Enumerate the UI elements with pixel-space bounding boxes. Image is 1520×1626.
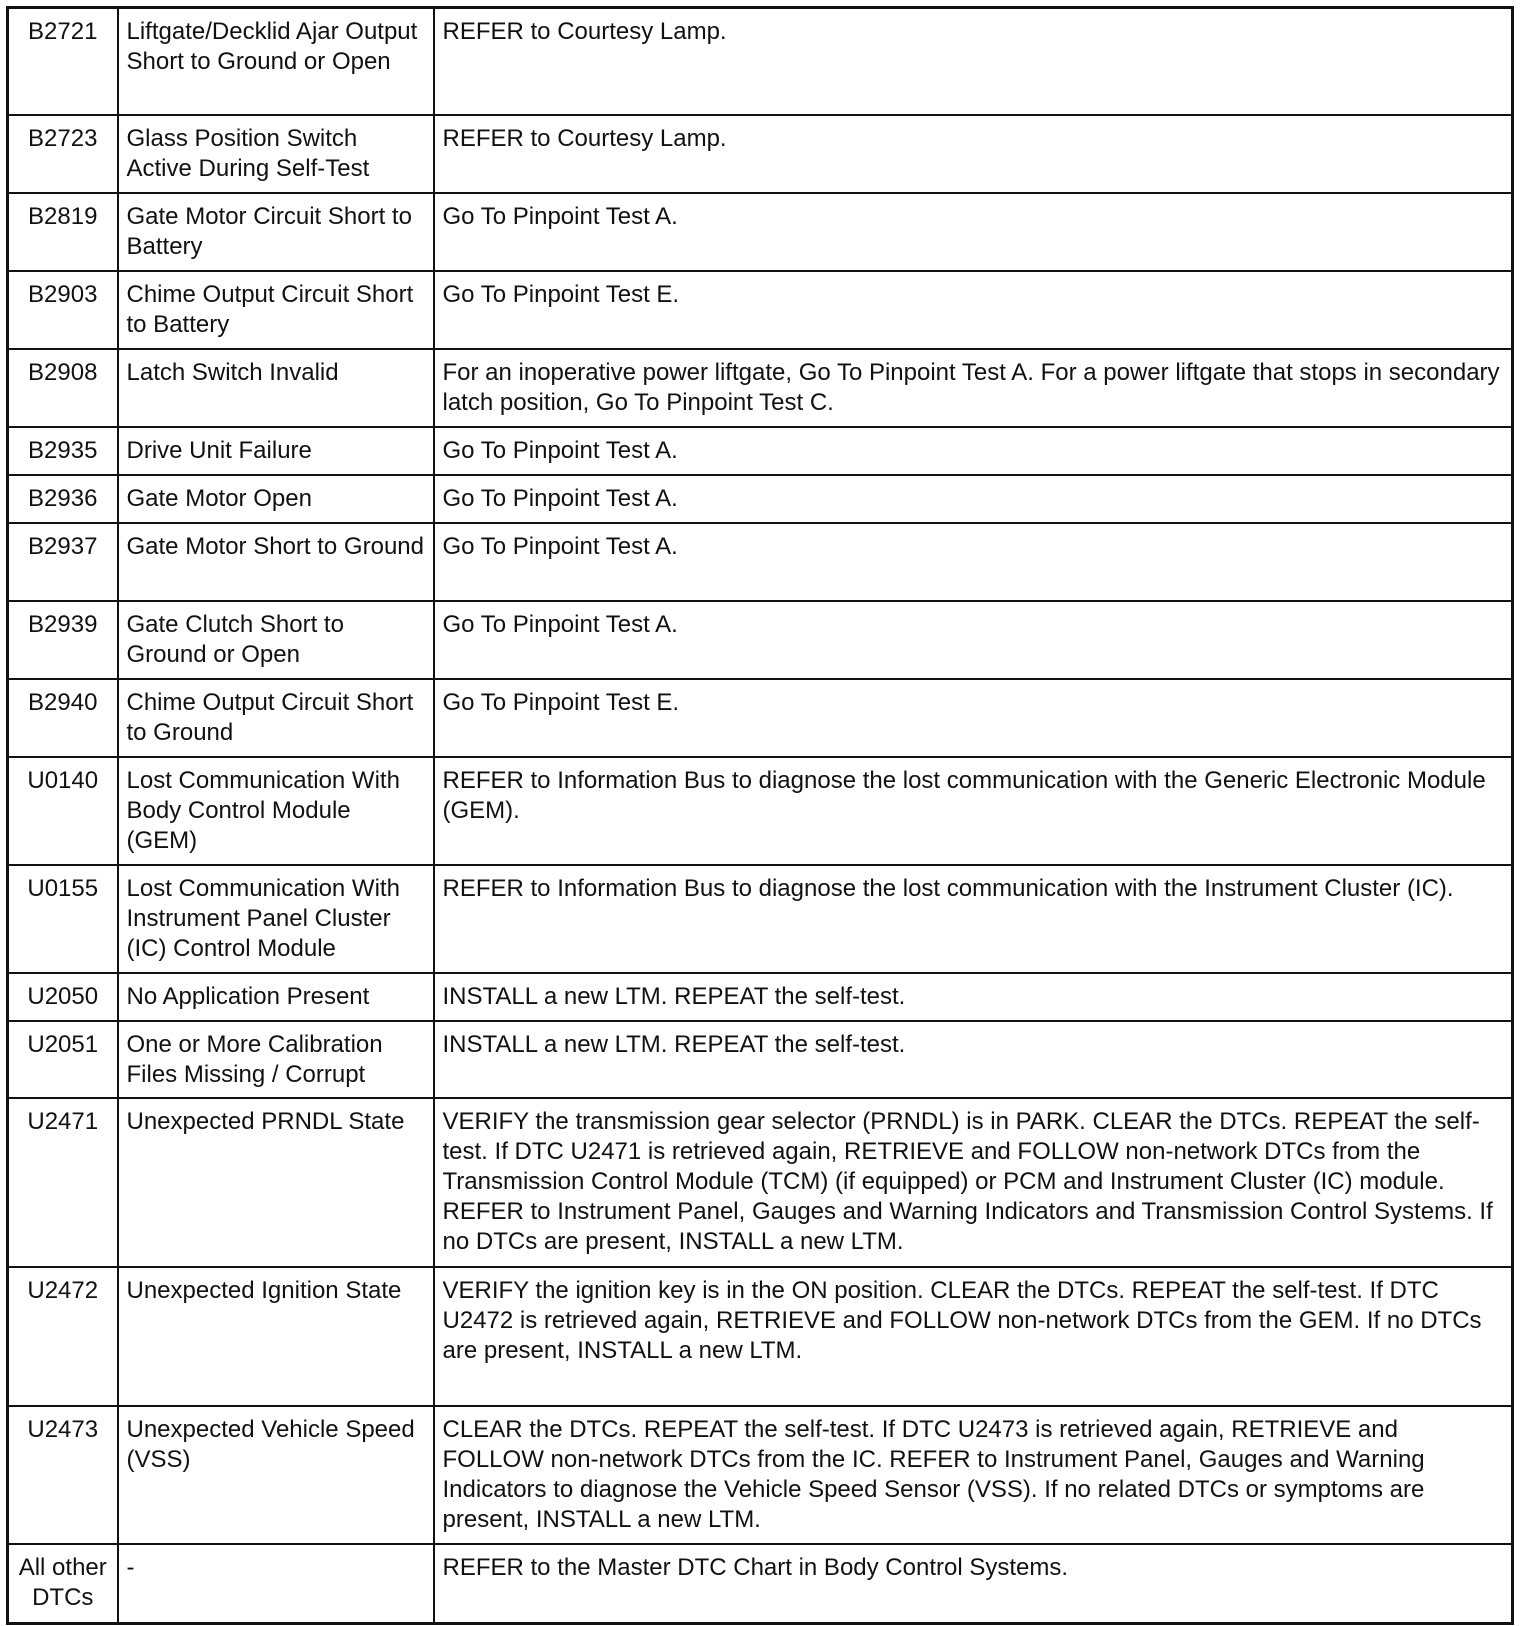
dtc-code: B2723 [8, 115, 118, 193]
dtc-action: INSTALL a new LTM. REPEAT the self-test. [434, 973, 1513, 1021]
table-row [8, 1406, 1513, 1544]
dtc-action: REFER to Courtesy Lamp. [434, 8, 1513, 115]
dtc-description: Liftgate/Decklid Ajar Output Short to Ground or Open [118, 8, 434, 115]
dtc-action: For an inoperative power liftgate, Go To Pinpoint Test A. For a power liftgate that stops in secondary latch position, Go To Pinpoint Test C. [434, 349, 1513, 427]
dtc-description: Unexpected Ignition State [118, 1267, 434, 1406]
table-row [8, 1098, 1513, 1267]
dtc-description: Lost Communication With Instrument Panel Cluster (IC) Control Module [118, 865, 434, 973]
table-row [8, 8, 1513, 115]
dtc-description: Latch Switch Invalid [118, 349, 434, 427]
table-row [8, 865, 1513, 973]
dtc-code: U2050 [8, 973, 118, 1021]
table-row [8, 475, 1513, 523]
dtc-description: Unexpected PRNDL State [118, 1098, 434, 1267]
dtc-code: B2936 [8, 475, 118, 523]
dtc-action: VERIFY the transmission gear selector (PRNDL) is in PARK. CLEAR the DTCs. REPEAT the self-test. If DTC U2471 is retrieved again, RETRIEVE and FOLLOW non-network DTCs from the Transmission Control Module (TCM) (if equipped) or PCM and Instrument Cluster (IC) module. REFER to Instrument Panel, Gauges and Warning Indicators and Transmission Control Systems. If no DTCs are present, INSTALL a new LTM. [434, 1098, 1513, 1267]
table-row [8, 115, 1513, 193]
dtc-code: U2472 [8, 1267, 118, 1406]
table-row [8, 973, 1513, 1021]
dtc-action: REFER to Courtesy Lamp. [434, 115, 1513, 193]
dtc-code: U2051 [8, 1021, 118, 1098]
table-row [8, 271, 1513, 349]
dtc-code: B2935 [8, 427, 118, 475]
dtc-action: VERIFY the ignition key is in the ON position. CLEAR the DTCs. REPEAT the self-test. If DTC U2472 is retrieved again, RETRIEVE and FOLLOW non-network DTCs from the GEM. If no DTCs are present, INSTALL a new LTM. [434, 1267, 1513, 1406]
dtc-description: - [118, 1544, 434, 1624]
dtc-code: U0155 [8, 865, 118, 973]
dtc-action: Go To Pinpoint Test E. [434, 679, 1513, 757]
table-row [8, 427, 1513, 475]
dtc-description: One or More Calibration Files Missing / Corrupt [118, 1021, 434, 1098]
dtc-description: Gate Motor Circuit Short to Battery [118, 193, 434, 271]
dtc-code: B2937 [8, 523, 118, 601]
dtc-code: U2473 [8, 1406, 118, 1544]
table-row [8, 349, 1513, 427]
dtc-code: B2908 [8, 349, 118, 427]
dtc-action: Go To Pinpoint Test E. [434, 271, 1513, 349]
dtc-action: Go To Pinpoint Test A. [434, 601, 1513, 679]
dtc-description: No Application Present [118, 973, 434, 1021]
dtc-code: B2939 [8, 601, 118, 679]
dtc-description: Unexpected Vehicle Speed (VSS) [118, 1406, 434, 1544]
dtc-code: All other DTCs [8, 1544, 118, 1624]
table-row [8, 1544, 1513, 1624]
dtc-code: U2471 [8, 1098, 118, 1267]
dtc-code: B2721 [8, 8, 118, 115]
dtc-description: Gate Motor Short to Ground [118, 523, 434, 601]
dtc-description: Gate Clutch Short to Ground or Open [118, 601, 434, 679]
table-row [8, 601, 1513, 679]
dtc-action: Go To Pinpoint Test A. [434, 193, 1513, 271]
dtc-code: B2819 [8, 193, 118, 271]
dtc-action: REFER to Information Bus to diagnose the lost communication with the Instrument Cluster (IC). [434, 865, 1513, 973]
table-row [8, 679, 1513, 757]
dtc-action: Go To Pinpoint Test A. [434, 523, 1513, 601]
dtc-description: Lost Communication With Body Control Module (GEM) [118, 757, 434, 865]
dtc-action: INSTALL a new LTM. REPEAT the self-test. [434, 1021, 1513, 1098]
table-row [8, 1267, 1513, 1406]
dtc-code: B2940 [8, 679, 118, 757]
table-row [8, 1021, 1513, 1098]
dtc-description: Glass Position Switch Active During Self-Test [118, 115, 434, 193]
table-row [8, 757, 1513, 865]
dtc-code: B2903 [8, 271, 118, 349]
dtc-description: Gate Motor Open [118, 475, 434, 523]
table-row [8, 523, 1513, 601]
dtc-action: Go To Pinpoint Test A. [434, 475, 1513, 523]
dtc-action: REFER to Information Bus to diagnose the lost communication with the Generic Electronic Module (GEM). [434, 757, 1513, 865]
dtc-table [6, 6, 1514, 1625]
dtc-code: U0140 [8, 757, 118, 865]
dtc-description: Drive Unit Failure [118, 427, 434, 475]
table-row [8, 193, 1513, 271]
dtc-description: Chime Output Circuit Short to Battery [118, 271, 434, 349]
dtc-description: Chime Output Circuit Short to Ground [118, 679, 434, 757]
dtc-action: CLEAR the DTCs. REPEAT the self-test. If DTC U2473 is retrieved again, RETRIEVE and FOLLOW non-network DTCs from the IC. REFER to Instrument Panel, Gauges and Warning Indicators to diagnose the Vehicle Speed Sensor (VSS). If no related DTCs or symptoms are present, INSTALL a new LTM. [434, 1406, 1513, 1544]
dtc-action: Go To Pinpoint Test A. [434, 427, 1513, 475]
dtc-action: REFER to the Master DTC Chart in Body Control Systems. [434, 1544, 1513, 1624]
